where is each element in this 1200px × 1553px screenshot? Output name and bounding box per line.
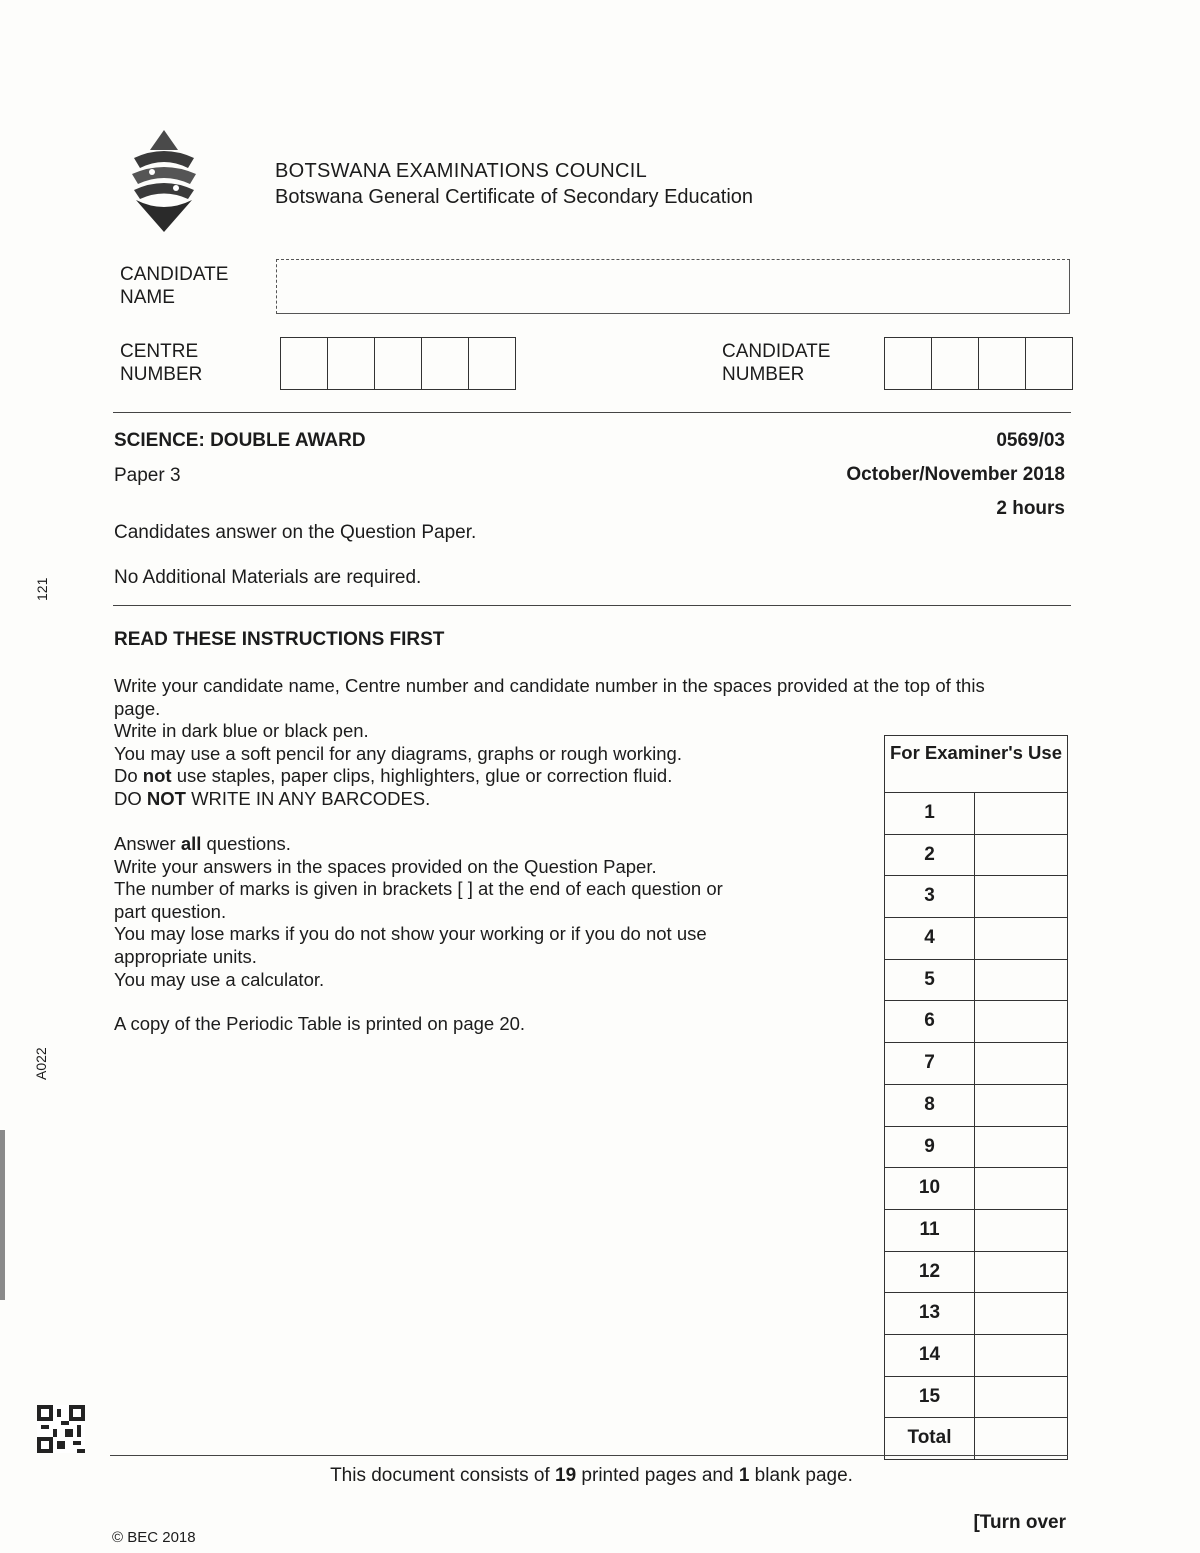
instruction-line: Write in dark blue or black pen. bbox=[114, 720, 369, 742]
instruction-line: DO NOT WRITE IN ANY BARCODES. bbox=[114, 787, 431, 809]
centre-number-digit-box[interactable] bbox=[375, 338, 422, 389]
bec-logo bbox=[128, 128, 200, 234]
examiner-mark-cell[interactable] bbox=[975, 1043, 1067, 1084]
examiner-row bbox=[885, 959, 1067, 1001]
examiner-row bbox=[885, 917, 1067, 959]
examiner-row-label: 5 bbox=[885, 960, 975, 1001]
instruction-line: The number of marks is given in brackets [ ] at the end of each question or bbox=[114, 878, 723, 900]
certificate-name: Botswana General Certificate of Secondary Education bbox=[275, 186, 754, 208]
examiner-mark-cell[interactable] bbox=[975, 1418, 1067, 1459]
paper-name: Paper 3 bbox=[114, 465, 181, 486]
examiner-mark-cell[interactable] bbox=[975, 1127, 1067, 1168]
instruction-line: part question. bbox=[114, 900, 227, 922]
instruction-line: You may use a calculator. bbox=[114, 968, 325, 990]
examiner-row bbox=[885, 1167, 1067, 1209]
examiner-row-label: 8 bbox=[885, 1085, 975, 1126]
candidate-name-field[interactable] bbox=[276, 259, 1070, 314]
examiner-mark-cell[interactable] bbox=[975, 1335, 1067, 1376]
candidate-number-digit-box[interactable] bbox=[932, 338, 979, 389]
instruction-line: page. bbox=[114, 697, 161, 719]
candidate-number-digit-box[interactable] bbox=[979, 338, 1026, 389]
examiner-row-label: 15 bbox=[885, 1377, 975, 1418]
examiner-row bbox=[885, 793, 1067, 834]
paper-code: 0569/03 bbox=[996, 430, 1065, 451]
examiner-mark-cell[interactable] bbox=[975, 1001, 1067, 1042]
examiner-row bbox=[885, 875, 1067, 917]
examiner-row-label: 2 bbox=[885, 835, 975, 876]
candidate-number-label-line1: CANDIDATE bbox=[722, 341, 831, 362]
examiner-mark-cell[interactable] bbox=[975, 1377, 1067, 1418]
examiner-row-label: Total bbox=[885, 1418, 975, 1459]
periodic-table-note: A copy of the Periodic Table is printed on page 20. bbox=[114, 1013, 526, 1034]
centre-number-label bbox=[120, 341, 202, 386]
examiner-row-label: 9 bbox=[885, 1127, 975, 1168]
materials-note: No Additional Materials are required. bbox=[114, 567, 422, 588]
side-code-121: 121 bbox=[34, 577, 50, 601]
turn-over-note: [Turn over bbox=[973, 1512, 1066, 1533]
instruction-line: You may lose marks if you do not show your working or if you do not use bbox=[114, 923, 707, 945]
instruction-line: Do not use staples, paper clips, highlighters, glue or correction fluid. bbox=[114, 765, 673, 787]
examiner-row bbox=[885, 1042, 1067, 1084]
examiner-row bbox=[885, 1251, 1067, 1293]
examiner-row-label: 1 bbox=[885, 793, 975, 834]
centre-number-digit-box[interactable] bbox=[281, 338, 328, 389]
examiner-mark-cell[interactable] bbox=[975, 793, 1067, 834]
instruction-line: You may use a soft pencil for any diagrams, graphs or rough working. bbox=[114, 742, 682, 764]
divider-middle bbox=[113, 605, 1071, 606]
examiner-row-label: 11 bbox=[885, 1210, 975, 1251]
centre-number-label-line1: CENTRE bbox=[120, 341, 199, 362]
examiner-row bbox=[885, 1376, 1067, 1418]
centre-number-digit-box[interactable] bbox=[469, 338, 515, 389]
organisation-name: BOTSWANA EXAMINATIONS COUNCIL bbox=[275, 160, 648, 182]
examiner-row-label: 13 bbox=[885, 1293, 975, 1334]
examiner-mark-cell[interactable] bbox=[975, 1252, 1067, 1293]
examiner-row bbox=[885, 1292, 1067, 1334]
side-code-a022: A022 bbox=[33, 1047, 49, 1080]
examiner-use-heading: For Examiner's Use bbox=[885, 736, 1067, 793]
examiner-mark-cell[interactable] bbox=[975, 835, 1067, 876]
examiner-row bbox=[885, 1209, 1067, 1251]
instructions-block-2 bbox=[114, 833, 723, 991]
answer-note: Candidates answer on the Question Paper. bbox=[114, 522, 477, 543]
instruction-line: Write your answers in the spaces provided on the Question Paper. bbox=[114, 855, 657, 877]
examiner-mark-cell[interactable] bbox=[975, 918, 1067, 959]
examiner-row bbox=[885, 1334, 1067, 1376]
centre-number-digit-box[interactable] bbox=[328, 338, 375, 389]
exam-duration: 2 hours bbox=[996, 498, 1065, 519]
divider-bottom bbox=[110, 1455, 1068, 1456]
centre-number-digit-box[interactable] bbox=[422, 338, 469, 389]
candidate-number-label-line2: NUMBER bbox=[722, 363, 805, 385]
examiner-row bbox=[885, 834, 1067, 876]
examiner-row-label: 3 bbox=[885, 876, 975, 917]
examiner-rows bbox=[885, 793, 1067, 1459]
subject-title: SCIENCE: DOUBLE AWARD bbox=[114, 430, 366, 451]
instruction-line: Write your candidate name, Centre number and candidate number in the spaces provided at the top of this bbox=[114, 675, 985, 696]
centre-number-boxes bbox=[280, 337, 516, 390]
examiner-row-label: 10 bbox=[885, 1168, 975, 1209]
examiner-row bbox=[885, 1000, 1067, 1042]
examiner-row bbox=[885, 1417, 1067, 1459]
candidate-name-label bbox=[120, 264, 228, 309]
instructions-heading: READ THESE INSTRUCTIONS FIRST bbox=[114, 629, 445, 650]
candidate-number-digit-box[interactable] bbox=[1026, 338, 1072, 389]
centre-number-label-line2: NUMBER bbox=[120, 363, 203, 385]
examiner-row-label: 4 bbox=[885, 918, 975, 959]
examiner-row-label: 6 bbox=[885, 1001, 975, 1042]
instruction-line: appropriate units. bbox=[114, 945, 257, 967]
exam-session: October/November 2018 bbox=[846, 464, 1065, 485]
candidate-number-label bbox=[722, 341, 830, 386]
instruction-line: Answer all questions. bbox=[114, 833, 291, 854]
examiner-mark-cell[interactable] bbox=[975, 960, 1067, 1001]
examiner-mark-cell[interactable] bbox=[975, 1293, 1067, 1334]
candidate-name-label-line1: CANDIDATE bbox=[120, 264, 229, 285]
qr-code-icon bbox=[37, 1405, 85, 1453]
candidate-name-label-line2: NAME bbox=[120, 286, 175, 308]
examiner-row-label: 12 bbox=[885, 1252, 975, 1293]
divider-top bbox=[113, 412, 1071, 413]
examiner-row bbox=[885, 1126, 1067, 1168]
page-count-note: This document consists of 19 printed pages and 1 blank page. bbox=[330, 1465, 853, 1486]
candidate-number-digit-box[interactable] bbox=[885, 338, 932, 389]
candidate-number-boxes bbox=[884, 337, 1073, 390]
scan-edge-bar bbox=[0, 1130, 5, 1300]
examiner-row bbox=[885, 1084, 1067, 1126]
examiner-mark-cell[interactable] bbox=[975, 876, 1067, 917]
examiner-row-label: 14 bbox=[885, 1335, 975, 1376]
examiner-row-label: 7 bbox=[885, 1043, 975, 1084]
examiner-mark-cell[interactable] bbox=[975, 1168, 1067, 1209]
examiner-use-table bbox=[884, 735, 1068, 1460]
instructions-block-1 bbox=[114, 675, 985, 811]
examiner-mark-cell[interactable] bbox=[975, 1085, 1067, 1126]
examiner-mark-cell[interactable] bbox=[975, 1210, 1067, 1251]
copyright: © BEC 2018 bbox=[112, 1529, 196, 1546]
